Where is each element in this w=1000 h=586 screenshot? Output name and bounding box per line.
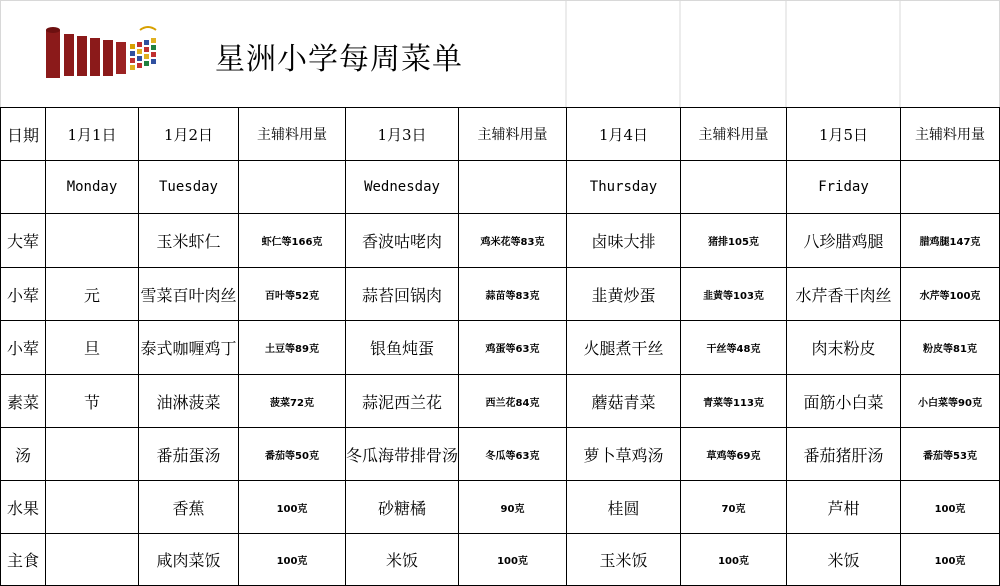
- dish-name: 肉末粉皮: [811, 339, 876, 358]
- weekday-label: Thursday: [589, 179, 658, 195]
- weekday-label: Tuesday: [158, 179, 218, 195]
- ingredient-amount: 鸡米花等83克: [480, 237, 545, 248]
- ingredient-header: 主辅料用量: [915, 127, 985, 143]
- ingredient-amount: 蒜苗等83克: [485, 290, 540, 302]
- dish-name: 咸肉菜饭: [156, 551, 221, 570]
- date-header: 1月3日: [377, 125, 427, 144]
- dish-name: 冬瓜海带排骨汤: [346, 445, 458, 465]
- dish-name: 番茄猪肝汤: [803, 445, 884, 465]
- ingredient-amount: 100克: [276, 556, 308, 567]
- ingredient-amount: 虾仁等166克: [261, 237, 323, 248]
- category-label: 主食: [6, 551, 39, 570]
- ingredient-amount: 番茄等53克: [923, 450, 977, 462]
- dish-name: 蒜苔回锅肉: [361, 285, 442, 305]
- ingredient-amount: 干丝等48克: [706, 344, 761, 355]
- ingredient-amount: 90克: [500, 503, 525, 515]
- dish-name: 萝卜草鸡汤: [583, 445, 664, 465]
- dish-name: 香蕉: [172, 498, 205, 518]
- ingredient-amount: 70克: [721, 503, 746, 515]
- dish-name: 桂圆: [607, 498, 640, 518]
- ingredient-amount: 小白菜等90克: [918, 397, 982, 409]
- ingredient-amount: 粉皮等81克: [923, 344, 977, 355]
- ingredient-header: 主辅料用量: [698, 127, 769, 143]
- ingredient-amount: 菠菜72克: [270, 397, 314, 409]
- weekday-label: Friday: [818, 179, 869, 195]
- category-label: 素菜: [6, 392, 39, 412]
- dish-name: 香波咕咾肉: [361, 232, 442, 251]
- date-header: 1月1日: [67, 125, 117, 144]
- ingredient-amount: 猪排105克: [708, 237, 759, 248]
- dish-name: 面筋小白菜: [803, 392, 884, 412]
- film-reel-logo-icon: [40, 22, 165, 86]
- holiday-label: 节: [83, 392, 100, 412]
- ingredient-amount: 100克: [276, 503, 308, 515]
- ingredient-amount: 100克: [497, 556, 528, 567]
- ingredient-amount: 草鸡等69克: [706, 450, 761, 462]
- dish-name: 米饭: [385, 551, 418, 570]
- ingredient-amount: 水芹等100克: [919, 290, 981, 302]
- ingredient-amount: 韭黄等103克: [703, 290, 764, 302]
- date-header: 1月5日: [818, 125, 869, 144]
- date-header: 1月2日: [163, 125, 214, 144]
- date-header: 1月4日: [598, 125, 649, 144]
- ingredient-amount: 百叶等52克: [265, 290, 319, 302]
- date-label-header: 日期: [6, 125, 39, 145]
- category-label: 小荤: [6, 339, 39, 358]
- category-label: 水果: [6, 498, 39, 518]
- weekday-label: Monday: [66, 179, 118, 195]
- weekday-label: Wednesday: [364, 179, 440, 195]
- page-title: 星洲小学每周菜单: [215, 42, 463, 77]
- dish-name: 蘑菇青菜: [591, 392, 656, 412]
- dish-name: 油淋菠菜: [156, 392, 221, 412]
- dish-name: 水芹香干肉丝: [795, 285, 892, 305]
- dish-name: 银鱼炖蛋: [369, 339, 434, 358]
- ingredient-amount: 100克: [718, 556, 749, 567]
- ingredient-amount: 100克: [934, 556, 966, 567]
- holiday-label: 元: [83, 285, 100, 305]
- dish-name: 火腿煮干丝: [583, 339, 664, 358]
- dish-name: 玉米饭: [599, 551, 648, 570]
- ingredient-amount: 100克: [934, 503, 966, 515]
- ingredient-amount: 冬瓜等63克: [485, 450, 540, 462]
- ingredient-amount: 腊鸡腿147克: [919, 237, 981, 248]
- ingredient-amount: 青菜等113克: [703, 397, 764, 409]
- dish-name: 芦柑: [827, 498, 860, 518]
- category-label: 汤: [14, 445, 31, 465]
- dish-name: 番茄蛋汤: [156, 445, 221, 465]
- dish-name: 砂糖橘: [377, 498, 426, 518]
- ingredient-amount: 番茄等50克: [265, 450, 319, 462]
- dish-name: 蒜泥西兰花: [361, 392, 442, 412]
- dish-name: 卤味大排: [591, 232, 656, 251]
- ingredient-amount: 土豆等89克: [265, 344, 319, 355]
- holiday-label: 旦: [83, 339, 100, 358]
- dish-name: 米饭: [827, 551, 860, 570]
- dish-name: 玉米虾仁: [156, 232, 221, 251]
- ingredient-header: 主辅料用量: [477, 127, 548, 143]
- ingredient-amount: 西兰花84克: [485, 397, 540, 409]
- dish-name: 八珍腊鸡腿: [803, 232, 884, 251]
- dish-name: 雪菜百叶肉丝: [140, 285, 237, 305]
- dish-name: 韭黄炒蛋: [591, 285, 656, 305]
- dish-name: 泰式咖喱鸡丁: [140, 339, 237, 358]
- category-label: 小荤: [6, 285, 39, 305]
- ingredient-amount: 鸡蛋等63克: [485, 344, 540, 355]
- category-label: 大荤: [6, 232, 39, 251]
- ingredient-header: 主辅料用量: [257, 127, 327, 143]
